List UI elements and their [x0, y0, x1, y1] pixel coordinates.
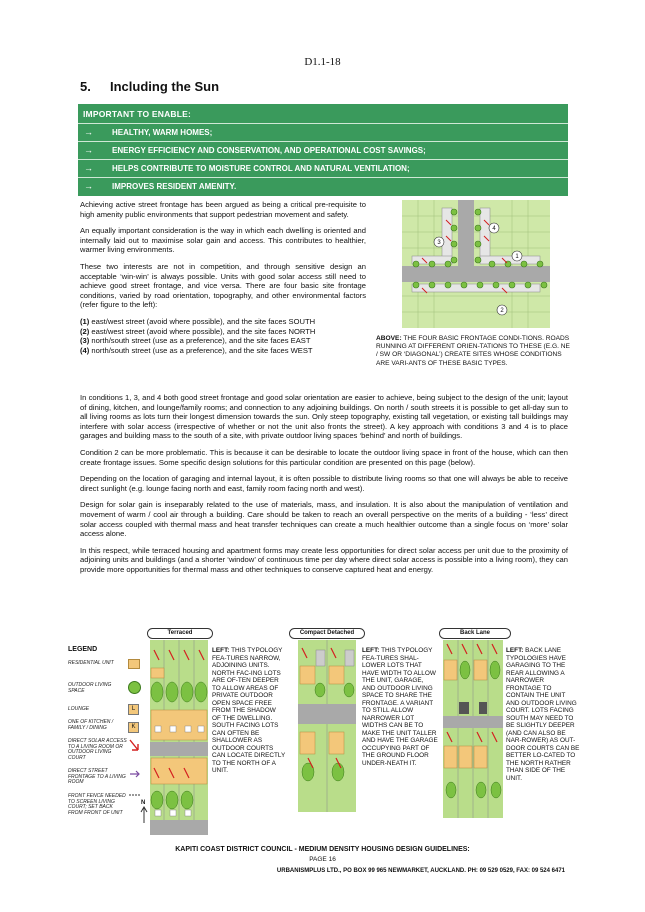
section-title: Including the Sun [110, 79, 220, 94]
important-item: → ENERGY EFFICIENCY AND CONSERVATION, AND OPERATIONAL COST SAVINGS; [78, 141, 568, 160]
arrow-right-icon: → [84, 181, 93, 191]
figure-label: 3 [437, 240, 441, 246]
body-paragraph: Condition 2 can be more problematic. This is because it can be desirable to locate the outdoor living space in front of the house, which can then create frontage issues. Some specific design solutions for this particular condition are presented on this page (below). [80, 447, 568, 467]
condition-item: (4) north/south street (use as a preference), and the site faces WEST [80, 345, 313, 355]
typology-description-compact-detached: LEFT: THIS TYPOLOGY FEA-TURES SHAL-LOWER LOTS THAT HAVE WIDTH TO ALLOW THE UNIT, GARAGE, AND OUTDOOR LIVING SPACE TO SHARE THE FRONTAGE. A VARIANT TO STILL ALLOW NARROWER LOT WIDTHS CAN BE TO MAKE THE UNIT TALLER AND HAVE THE GARAGE OCCUPYING PART OF THE GROUND FLOOR UNDER-NEATH IT. [362, 647, 438, 767]
important-item: → IMPROVES RESIDENT AMENITY. [78, 177, 568, 196]
north-arrow-icon [140, 806, 148, 824]
terraced-diagram [150, 640, 208, 835]
legend-item: LOUNGE [68, 706, 90, 712]
back-lane-diagram [443, 640, 503, 818]
footer-title: KAPITI COAST DISTRICT COUNCIL - MEDIUM DENSITY HOUSING DESIGN GUIDELINES: [175, 846, 470, 853]
page-number: PAGE 16 [309, 856, 336, 863]
legend-item: FRONT FENCE NEEDED TO SCREEN LIVING COURT; SET BACK FROM FRONT OF UNIT [68, 793, 126, 816]
important-title: IMPORTANT TO ENABLE: [83, 109, 192, 119]
intro-paragraph: Achieving active street frontage has been argued as being a critical pre-requisite to high amenity public environments that support pedestrian movement and safety. [80, 200, 366, 219]
sun-arrow-icon [128, 738, 142, 754]
legend-title: LEGEND [68, 646, 98, 653]
condition-item: (3) north/south street (use as a preference), and the site faces EAST [80, 336, 311, 346]
compact-detached-diagram [298, 640, 356, 812]
north-label: N [141, 800, 146, 806]
condition-list [80, 317, 366, 355]
body-paragraph: Design for solar gain is inseparably related to the use of materials, mass, and insulation. It is also about the manipulation of ventilation and movement of warm / cool air through a building. Care should be taken to reach an overall perspective on the merits of a building - ‘less’ direct solar access coupled with thermal mass and heat transfer techniques can create a much healthier outcome than a single focus on ‘more’ solar access alone. [80, 500, 568, 539]
kitchen-icon: K [128, 722, 139, 733]
figure-caption: ABOVE: THE FOUR BASIC FRONTAGE CONDI-TIONS. ROADS RUNNING AT DIFFERENT ORIEN-TATIONS TO THESE (E.G. NE / SW OR ‘DIAGONAL’) CREATE SITES WHOSE CONDITIONS ARE VARI-ANTS OF THESE BASIC TYPES. [376, 335, 570, 367]
body-text [80, 393, 568, 575]
legend [68, 646, 148, 653]
frontage-conditions-figure [402, 200, 550, 328]
typology-description-terraced: LEFT: THIS TYPOLOGY FEA-TURES NARROW, ADJOINING UNITS. NORTH FAC-ING LOTS ARE OF-TEN DEEPER TO ALLOW AREAS OF PRIVATE OUTDOOR OPEN SPACE FREE FROM THE SHADOW OF THE DWELLING. SOUTH FACING LOTS CAN OFTEN BE SHALLOWER AS OUTDOOR COURTS CAN LOCATE DIRECTLY TO THE NORTH OF A UNIT. [212, 647, 286, 774]
figure-label: 2 [500, 308, 504, 314]
typology-heading-back-lane: Back Lane [439, 628, 511, 639]
important-box [78, 104, 568, 196]
body-paragraph: In conditions 1, 3, and 4 both good street frontage and good solar orientation are easier to achieve, being subject to the design of the unit; layout of dining, kitchen, and lounge/family rooms; and connection to any adjoining buildings. On north / south streets it is possible to get all-day sun to all living rooms as lots turn their longest dimension towards the sun. Only steep topography, existing tall vegetation, or existing tall buildings may interfere with solar access (irrespective of whether or not the unit also fronts the street). A key approach with conditions 3 and 4 is to place garages and building mass to the south of a site, with private outdoor living spaces ‘behind’ and north of buildings. [80, 393, 568, 441]
figure-label: 1 [515, 254, 519, 260]
important-item: → HEALTHY, WARM HOMES; [78, 123, 568, 142]
intro-paragraph: An equally important consideration is the way in which each dwelling is oriented and internally laid out to maximise solar gain and access. This contributes to healthier, warmer living environments. [80, 226, 366, 255]
legend-item: DIRECT STREET FRONTAGE TO A LIVING ROOM [68, 768, 126, 786]
intro-text [80, 200, 366, 355]
outdoor-living-swatch [128, 681, 141, 694]
figure-label: 4 [492, 226, 496, 232]
intro-paragraph: These two interests are not in competition, and through sensitive design an acceptable ‘win-win’ is always possible. Units with good solar access still need to achieve good street frontage, and vice versa. There are four basic site frontage conditions, varied by road orientation, topography, and other environmental factors (refer figure to the left): [80, 261, 366, 310]
document-reference: D1.1-18 [304, 56, 341, 68]
typology-heading-compact-detached: Compact Detached [289, 628, 365, 639]
section-heading [80, 79, 219, 94]
arrow-right-icon: → [84, 163, 93, 173]
condition-item: (2) east/west street (avoid where possible), and the site faces NORTH [80, 326, 316, 336]
arrow-right-icon: → [84, 127, 93, 137]
footer-contact: URBANISMPLUS LTD., PO BOX 99 965 NEWMARKET, AUCKLAND. PH: 09 529 0529, FAX: 09 524 6471 [276, 868, 565, 874]
legend-item: ONE OF KITCHEN / FAMILY / DINING [68, 719, 114, 731]
legend-item: DIRECT SOLAR ACCESS TO A LIVING ROOM OR OUTDOOR LIVING COURT [68, 738, 127, 761]
typology-description-back-lane: LEFT: BACK LANE TYPOLOGIES HAVE GARAGING TO THE REAR ALLOWING A NARROWER FRONTAGE TO CONTAIN THE UNIT AND OUTDOOR LIVING COURT. LOTS FACING SOUTH MAY NEED TO BE SLIGHTLY DEEPER (AND CAN ALSO BE NAR-ROWER) AS OUT-DOOR COURTS CAN BE BETTER LO-CATED TO THE NORTH RATHER THAN SIDE OF THE UNIT. [506, 647, 580, 782]
typology-heading-terraced: Terraced [147, 628, 213, 639]
arrow-right-icon: → [84, 145, 93, 155]
section-number: 5. [80, 79, 91, 94]
legend-item: OUTDOOR LIVING SPACE [68, 682, 112, 694]
legend-item: RESIDENTIAL UNIT [68, 660, 114, 666]
body-paragraph: In this respect, while terraced housing and apartment forms may create less opportunities for direct solar access per unit due to the proximity of adjoining units and buildings (and a shorter ‘window’ of continuous time per day where direct solar access is possible into a living room), they can provide more opportunities for thermal mass and other techniques to conserve captured heat and energy. [80, 545, 568, 574]
residential-unit-swatch [128, 659, 140, 669]
street-arrow-icon [128, 768, 142, 780]
body-paragraph: Depending on the location of garaging and internal layout, it is often possible to distribute living rooms so that one will always be able to receive direct sunlight (e.g. lounge facing north and east, family room facing north and west). [80, 474, 568, 493]
lounge-icon: L [128, 704, 139, 715]
important-item: → HELPS CONTRIBUTE TO MOISTURE CONTROL AND NATURAL VENTILATION; [78, 159, 568, 178]
fence-icon [128, 792, 142, 798]
condition-item: (1) east/west street (avoid where possible), and the site faces SOUTH [80, 316, 316, 326]
